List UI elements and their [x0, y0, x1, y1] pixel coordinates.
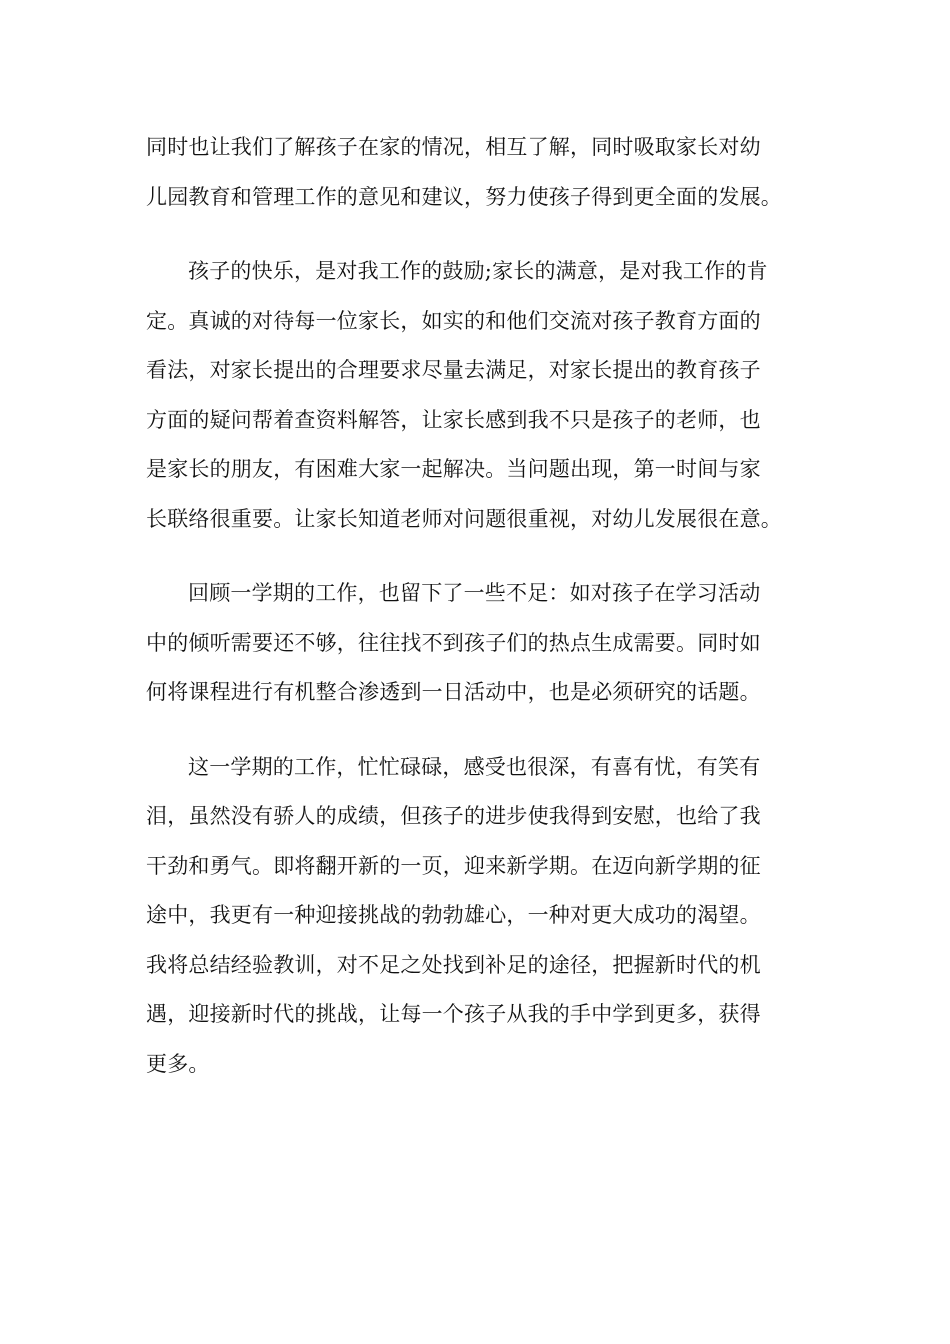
paragraph-line: 这一学期的工作，忙忙碌碌，感受也很深，有喜有忧，有笑有: [188, 754, 761, 779]
document-body: [146, 123, 814, 1089]
paragraph-line: 长联络很重要。让家长知道老师对问题很重视，对幼儿发展很在意。: [146, 506, 782, 531]
paragraph-line: 同时也让我们了解孩子在家的情况，相互了解，同时吸取家长对幼: [146, 135, 761, 159]
paragraph-1: [146, 123, 814, 222]
paragraph-line: 我将总结经验教训，对不足之处找到补足的途径，把握新时代的机: [146, 952, 761, 977]
paragraph-line: 遇，迎接新时代的挑战，让每一个孩子从我的手中学到更多，获得: [146, 1002, 761, 1026]
paragraph-line: 儿园教育和管理工作的意见和建议，努力使孩子得到更全面的发展。: [146, 184, 782, 209]
paragraph-line: 定。真诚的对待每一位家长，如实的和他们交流对孩子教育方面的: [146, 308, 761, 333]
paragraph-line: 中的倾听需要还不够，往往找不到孩子们的热点生成需要。同时如: [146, 630, 761, 655]
paragraph-line: 干劲和勇气。即将翻开新的一页，迎来新学期。在迈向新学期的征: [146, 853, 761, 878]
paragraph-4: [146, 743, 814, 1090]
paragraph-2: [146, 247, 814, 544]
paragraph-line: 看法，对家长提出的合理要求尽量去满足，对家长提出的教育孩子: [146, 358, 761, 382]
paragraph-line: 途中，我更有一种迎接挑战的勃勃雄心，一种对更大成功的渴望。: [146, 903, 761, 927]
paragraph-line: 更多。: [146, 1051, 210, 1076]
paragraph-line: 方面的疑问帮着查资料解答，让家长感到我不只是孩子的老师，也: [146, 407, 761, 432]
paragraph-line: 泪，虽然没有骄人的成绩，但孩子的进步使我得到安慰，也给了我: [146, 804, 761, 828]
paragraph-line: 何将课程进行有机整合渗透到一日活动中，也是必须研究的话题。: [146, 680, 761, 704]
paragraph-3: [146, 569, 814, 718]
paragraph-line: 孩子的快乐，是对我工作的鼓励;家长的满意，是对我工作的肯: [188, 259, 768, 283]
paragraph-line: 是家长的朋友，有困难大家一起解决。当问题出现，第一时间与家: [146, 457, 761, 481]
paragraph-line: 回顾一学期的工作，也留下了一些不足：如对孩子在学习活动: [188, 581, 761, 605]
